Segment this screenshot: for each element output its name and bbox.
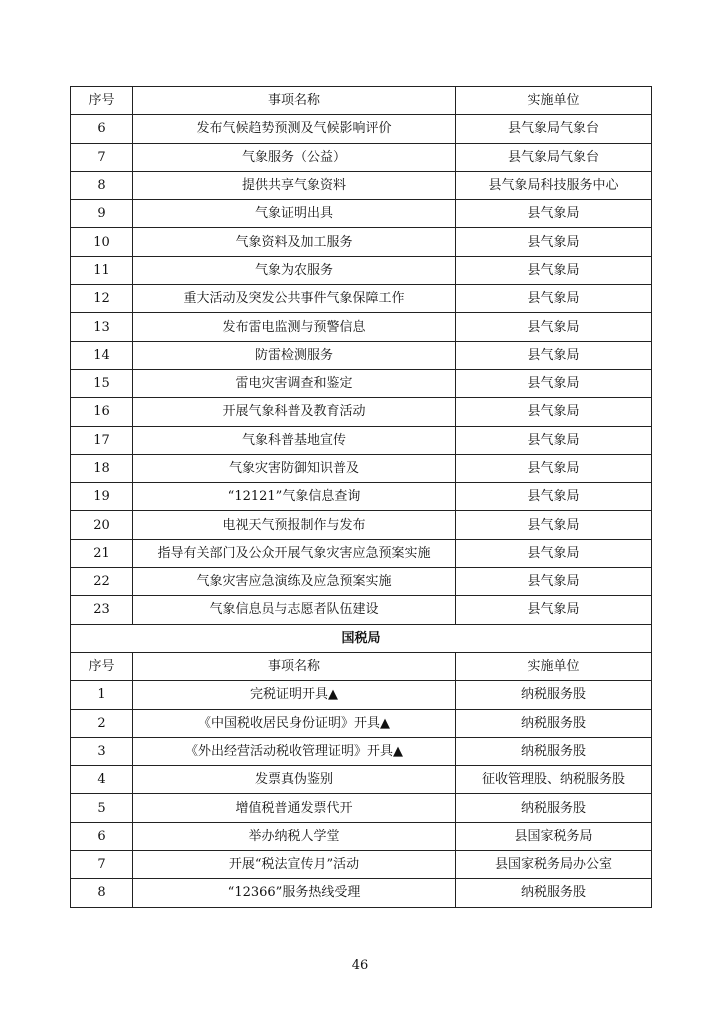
cell-no: 3 bbox=[71, 737, 133, 765]
table-row bbox=[71, 709, 652, 737]
cell-name: 气象信息员与志愿者队伍建设 bbox=[133, 596, 456, 624]
table-row bbox=[71, 596, 652, 624]
cell-unit: 县气象局 bbox=[456, 568, 652, 596]
cell-name: 举办纳税人学堂 bbox=[133, 822, 456, 850]
cell-no: 5 bbox=[71, 794, 133, 822]
cell-unit: 县气象局 bbox=[456, 398, 652, 426]
table-header-row bbox=[71, 87, 652, 115]
table-row bbox=[71, 313, 652, 341]
section-title: 国税局 bbox=[71, 624, 652, 652]
table-row bbox=[71, 369, 652, 397]
cell-unit: 纳税服务股 bbox=[456, 709, 652, 737]
cell-no: 20 bbox=[71, 511, 133, 539]
cell-name: “12121”气象信息查询 bbox=[133, 483, 456, 511]
table-row bbox=[71, 539, 652, 567]
cell-no: 7 bbox=[71, 143, 133, 171]
cell-no: 9 bbox=[71, 200, 133, 228]
cell-no: 13 bbox=[71, 313, 133, 341]
cell-no: 21 bbox=[71, 539, 133, 567]
header-name: 事项名称 bbox=[133, 87, 456, 115]
cell-unit: 县气象局 bbox=[456, 228, 652, 256]
cell-unit: 县气象局科技服务中心 bbox=[456, 171, 652, 199]
table-row bbox=[71, 454, 652, 482]
table-header-row-2 bbox=[71, 652, 652, 680]
table-row bbox=[71, 794, 652, 822]
table-row bbox=[71, 568, 652, 596]
cell-name: 发票真伪鉴别 bbox=[133, 766, 456, 794]
cell-no: 6 bbox=[71, 115, 133, 143]
cell-name: 气象灾害防御知识普及 bbox=[133, 454, 456, 482]
table-row bbox=[71, 766, 652, 794]
table-row bbox=[71, 143, 652, 171]
cell-unit: 纳税服务股 bbox=[456, 737, 652, 765]
cell-unit: 县气象局气象台 bbox=[456, 143, 652, 171]
table-row bbox=[71, 285, 652, 313]
header2-name: 事项名称 bbox=[133, 652, 456, 680]
cell-no: 18 bbox=[71, 454, 133, 482]
cell-no: 4 bbox=[71, 766, 133, 794]
table-row bbox=[71, 228, 652, 256]
cell-name: 开展气象科普及教育活动 bbox=[133, 398, 456, 426]
cell-name: 《外出经营活动税收管理证明》开具▲ bbox=[133, 737, 456, 765]
cell-name: 提供共享气象资料 bbox=[133, 171, 456, 199]
table-row bbox=[71, 341, 652, 369]
table-row bbox=[71, 879, 652, 907]
cell-no: 19 bbox=[71, 483, 133, 511]
cell-no: 6 bbox=[71, 822, 133, 850]
cell-name: 开展“税法宣传月”活动 bbox=[133, 851, 456, 879]
cell-name: 防雷检测服务 bbox=[133, 341, 456, 369]
cell-no: 8 bbox=[71, 879, 133, 907]
cell-unit: 县气象局气象台 bbox=[456, 115, 652, 143]
cell-name: 发布气候趋势预测及气候影响评价 bbox=[133, 115, 456, 143]
cell-no: 7 bbox=[71, 851, 133, 879]
cell-unit: 县气象局 bbox=[456, 596, 652, 624]
cell-name: 气象资料及加工服务 bbox=[133, 228, 456, 256]
cell-name: 气象服务（公益） bbox=[133, 143, 456, 171]
table-row bbox=[71, 171, 652, 199]
cell-name: 发布雷电监测与预警信息 bbox=[133, 313, 456, 341]
cell-no: 22 bbox=[71, 568, 133, 596]
cell-unit: 县气象局 bbox=[456, 483, 652, 511]
table-row bbox=[71, 681, 652, 709]
cell-no: 12 bbox=[71, 285, 133, 313]
table-row bbox=[71, 398, 652, 426]
section-row bbox=[71, 624, 652, 652]
cell-name: 气象科普基地宣传 bbox=[133, 426, 456, 454]
cell-unit: 县国家税务局办公室 bbox=[456, 851, 652, 879]
cell-name: 指导有关部门及公众开展气象灾害应急预案实施 bbox=[133, 539, 456, 567]
cell-name: 重大活动及突发公共事件气象保障工作 bbox=[133, 285, 456, 313]
cell-no: 1 bbox=[71, 681, 133, 709]
table-row bbox=[71, 200, 652, 228]
cell-unit: 县气象局 bbox=[456, 256, 652, 284]
cell-name: 增值税普通发票代开 bbox=[133, 794, 456, 822]
table-row bbox=[71, 483, 652, 511]
services-table-body bbox=[71, 87, 652, 908]
cell-name: 气象为农服务 bbox=[133, 256, 456, 284]
table-row bbox=[71, 851, 652, 879]
cell-no: 10 bbox=[71, 228, 133, 256]
table-row bbox=[71, 115, 652, 143]
cell-no: 23 bbox=[71, 596, 133, 624]
header-unit: 实施单位 bbox=[456, 87, 652, 115]
table-row bbox=[71, 426, 652, 454]
cell-no: 11 bbox=[71, 256, 133, 284]
cell-unit: 征收管理股、纳税服务股 bbox=[456, 766, 652, 794]
cell-unit: 纳税服务股 bbox=[456, 794, 652, 822]
cell-unit: 纳税服务股 bbox=[456, 879, 652, 907]
header-no: 序号 bbox=[71, 87, 133, 115]
table-row bbox=[71, 511, 652, 539]
cell-unit: 县气象局 bbox=[456, 454, 652, 482]
cell-unit: 县气象局 bbox=[456, 285, 652, 313]
table-row bbox=[71, 737, 652, 765]
cell-unit: 县气象局 bbox=[456, 200, 652, 228]
cell-no: 14 bbox=[71, 341, 133, 369]
cell-name: 完税证明开具▲ bbox=[133, 681, 456, 709]
cell-no: 8 bbox=[71, 171, 133, 199]
cell-name: 《中国税收居民身份证明》开具▲ bbox=[133, 709, 456, 737]
header2-no: 序号 bbox=[71, 652, 133, 680]
cell-unit: 县气象局 bbox=[456, 313, 652, 341]
cell-name: 气象证明出具 bbox=[133, 200, 456, 228]
cell-no: 15 bbox=[71, 369, 133, 397]
cell-unit: 县气象局 bbox=[456, 539, 652, 567]
cell-unit: 纳税服务股 bbox=[456, 681, 652, 709]
cell-name: “12366”服务热线受理 bbox=[133, 879, 456, 907]
cell-unit: 县气象局 bbox=[456, 426, 652, 454]
table-row bbox=[71, 256, 652, 284]
cell-unit: 县气象局 bbox=[456, 511, 652, 539]
cell-name: 电视天气预报制作与发布 bbox=[133, 511, 456, 539]
cell-unit: 县气象局 bbox=[456, 369, 652, 397]
page-number: 46 bbox=[351, 958, 369, 973]
header2-unit: 实施单位 bbox=[456, 652, 652, 680]
cell-unit: 县国家税务局 bbox=[456, 822, 652, 850]
table-row bbox=[71, 822, 652, 850]
cell-no: 16 bbox=[71, 398, 133, 426]
cell-no: 2 bbox=[71, 709, 133, 737]
cell-name: 气象灾害应急演练及应急预案实施 bbox=[133, 568, 456, 596]
cell-unit: 县气象局 bbox=[456, 341, 652, 369]
cell-no: 17 bbox=[71, 426, 133, 454]
services-table bbox=[70, 86, 652, 908]
cell-name: 雷电灾害调查和鉴定 bbox=[133, 369, 456, 397]
